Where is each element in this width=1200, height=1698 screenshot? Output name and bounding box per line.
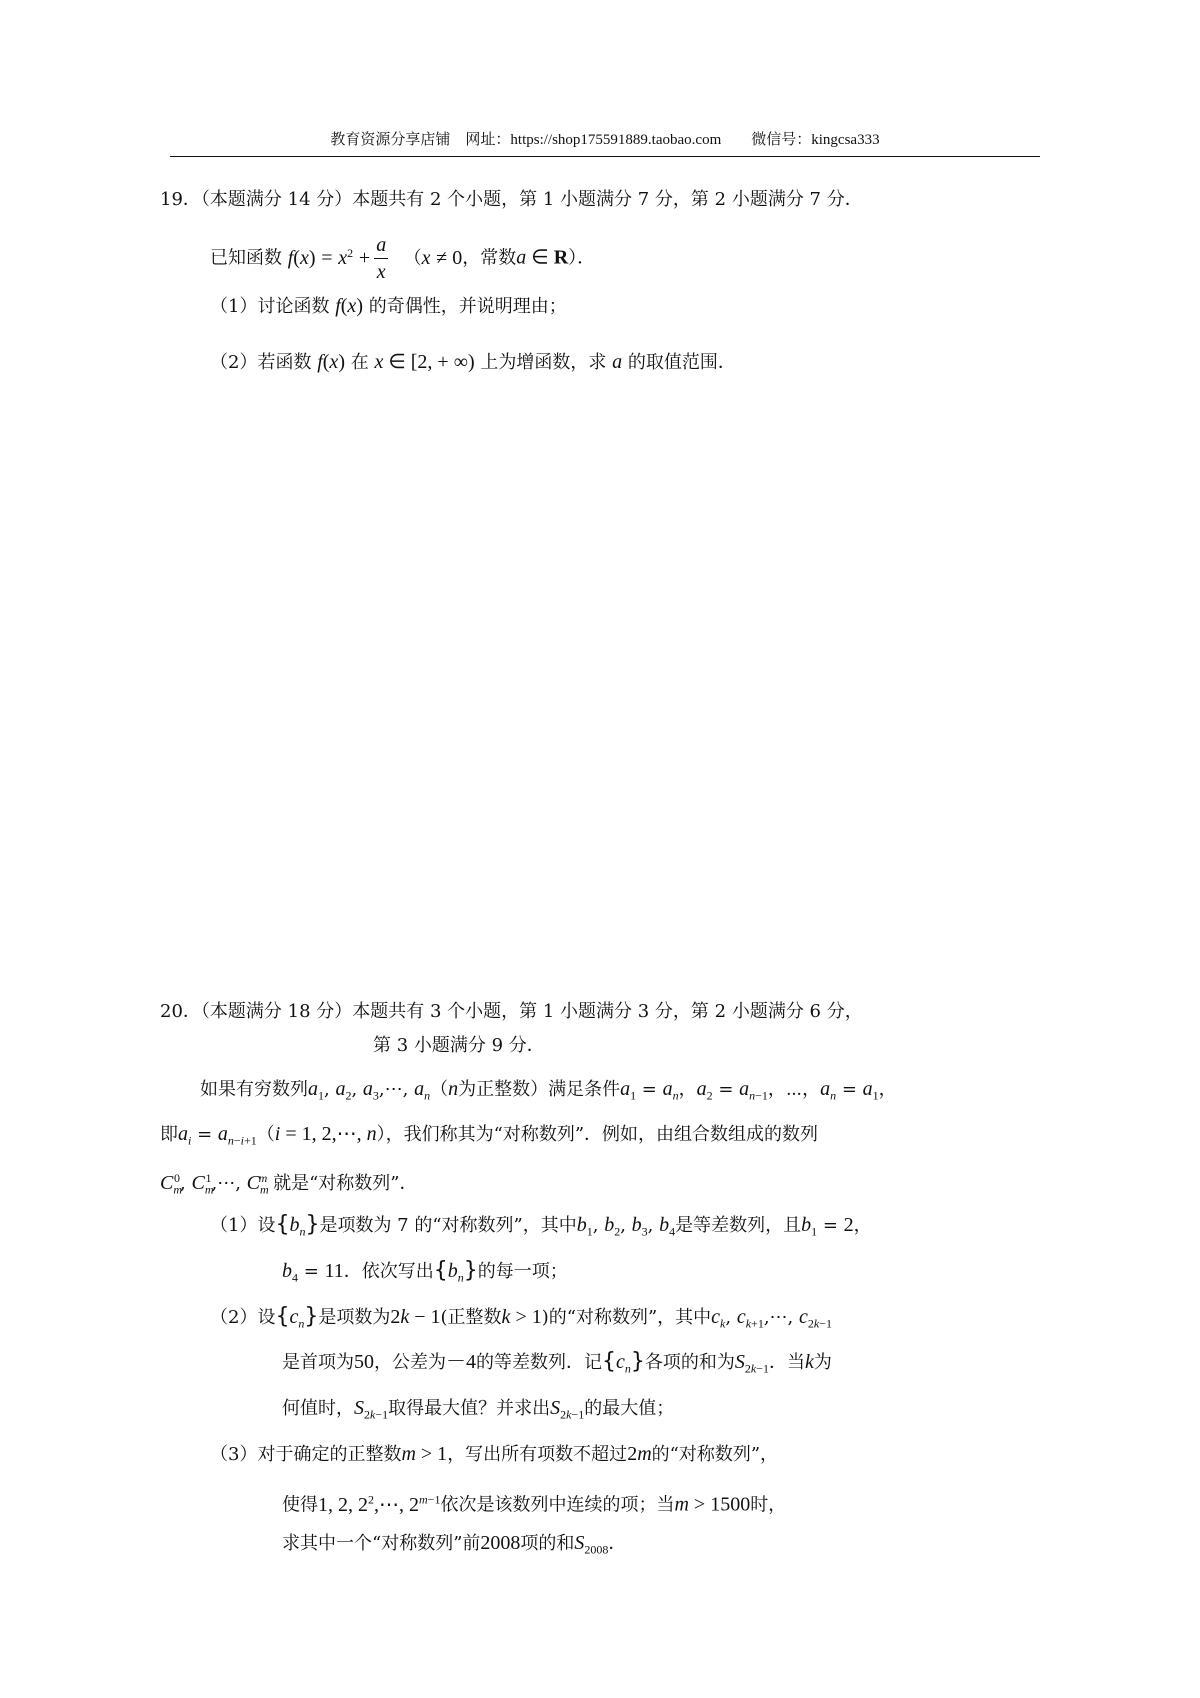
q20-part3-line2: 使得1, 2, $2^2,\cdots$, $2^{m-1}$依次是该数列中连续的项；当m > 1500时，	[282, 1492, 787, 1516]
q19-part1: （1）讨论函数 f(x) 的奇偶性，并说明理由；	[210, 295, 567, 317]
q20-part2-line3: 何值时，$S_{2k-1}$取得最大值？并求出$S_{2k-1}$的最大值；	[282, 1397, 675, 1422]
q20-title-line2: 第 3 小题满分 9 分．	[373, 1035, 545, 1056]
q20-intro-line2: 即$a_i = a_{n-i+1}(i = 1$, 2,⋯, n），我们称其为“对称数列”．例如，由组合数组成的数列	[160, 1123, 819, 1148]
q19-part2: （2）若函数 f(x) 在 x ∈ [2, + ∞) 上为增函数，求 a 的取值范围．	[210, 351, 736, 373]
q20-part2-line2: 是首项为50，公差为－4的等差数列．记$\{c_n\}$各项的和为$S_{2k-1}$．当k为	[282, 1349, 832, 1376]
q19-given-prefix: 已知函数	[210, 247, 282, 269]
q20-intro-line3: $C_m^0$, $C_m^1,\cdots$, $C_m^m$ 就是“对称数列”．	[160, 1171, 418, 1197]
q19-title: 19．（本题满分 14 分）本题共有 2 个小题，第 1 小题满分 7 分，第 2 小题满分 7 分．	[160, 189, 863, 210]
q20-part2-line1: （2）设$\{c_n\}$是项数为2k − 1(正整数k > 1)的“对称数列”，其中$c_k$, $c_{k+1},\cdots$, $c_{2k-1}$	[210, 1304, 832, 1331]
q20-intro-line1: 如果有穷数列$a_1$, $a_2$, $a_3,\cdots$, $a_n(n$为正整数）满足条件$a_1 = a_n$，$a_2 = a_{n-1}$，⋯，$a_n = a_1$，	[200, 1078, 897, 1103]
q20-part1-line1: （1）设$\{b_n\}$是项数为 7 的“对称数列”，其中$b_1$, $b_2$, $b_3$, $b_4$是等差数列，且$b_1 = 2$，	[210, 1212, 872, 1239]
fraction-a-over-x: $\frac{a}{x}$	[376, 234, 387, 283]
header-divider	[170, 156, 1040, 157]
q19-domain: （x ≠ 0	[397, 246, 463, 269]
q19-function-formula: $f(x) = x^2$ + $\frac{a}{x}$	[287, 234, 387, 283]
page-header: 教育资源分享店铺 网址：https://shop175591889.taobao.com 微信号：kingcsa333	[330, 132, 880, 148]
q20-title-line1: 20．（本题满分 18 分）本题共有 3 个小题，第 1 小题满分 3 分，第 2 小题满分 6 分，	[160, 1001, 863, 1022]
q19-given: 已知函数 $f(x) = x^2$ + $\frac{a}{x}$ （x ≠ 0，常数a ∈ R）．	[210, 234, 596, 283]
q20-part1-line2: $b_4 = 11$．依次写出$\{b_n\}$的每一项；	[282, 1258, 568, 1285]
q20-part3-line3: 求其中一个“对称数列”前2008项的和$S_{2008}$．	[282, 1532, 627, 1557]
q20-part3-line1: （3）对于确定的正整数m > 1，写出所有项数不超过2m的“对称数列”，	[210, 1443, 779, 1465]
